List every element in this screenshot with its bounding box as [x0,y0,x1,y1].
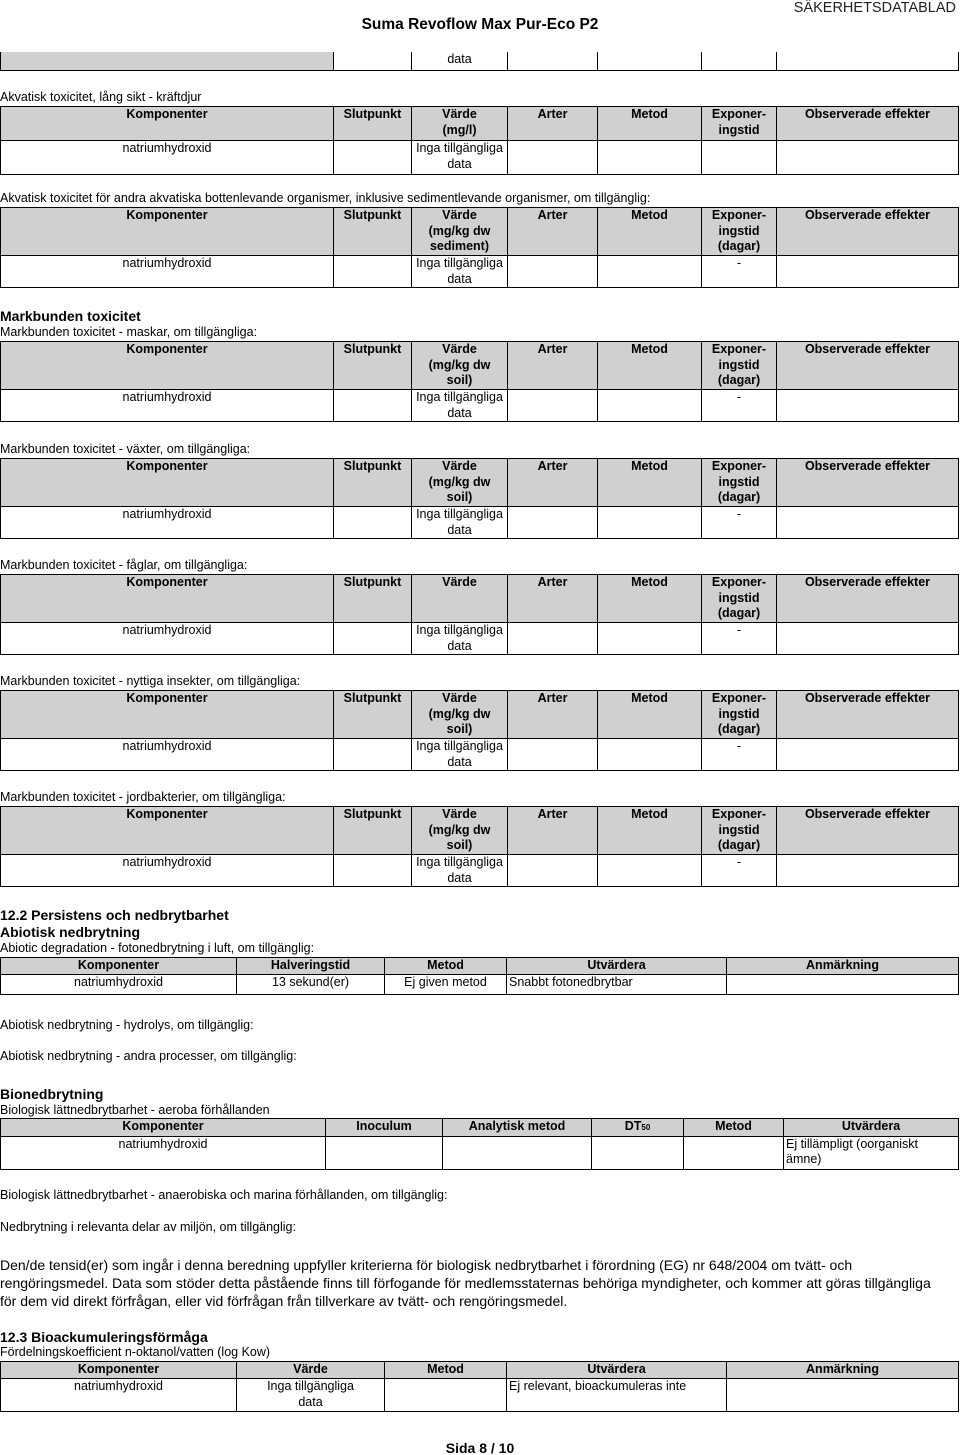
table-kow [0,1361,959,1412]
column-header: Analytisk metod [443,1119,592,1137]
column-header: Observerade effekter [777,459,959,507]
column-header: Metod [385,1362,507,1379]
table-cell [412,623,508,655]
column-header: Metod [598,691,702,739]
cell-text: data [447,405,472,420]
column-header: Komponenter [1,208,334,256]
cell-text: Ej tillämpligt (oorganiskt [786,1136,918,1151]
table-cell: Ej relevant, bioackumuleras inte [507,1379,727,1412]
section-label-miljo: Nedbrytning i relevanta delar av miljön, om tillgänglig: [0,1220,296,1234]
table-bottenlevande [0,207,959,288]
table-row [1,975,959,995]
continued-table-fragment [0,52,959,71]
cell-text: (mg/kg dw [428,223,491,238]
cell-text: (mg/kg dw [428,822,491,837]
column-header: Komponenter [1,1119,326,1137]
table-cell [727,975,959,995]
table-row [1,256,959,288]
table-cell [385,1379,507,1412]
table-cell [412,141,508,175]
cell-text: Inga tillgängliga [416,739,503,753]
cell-text: ingstid [718,357,760,372]
column-header: Värde [237,1362,385,1379]
column-header: Observerade effekter [777,342,959,390]
cell-text: (dagar) [717,490,761,504]
table-row [1,739,959,771]
cell-text: Värde [442,208,477,222]
cell-text: Värde [442,107,477,121]
cell-text: (mg/l) [442,122,477,137]
cell-text: Inga tillgängliga [416,256,503,270]
cell-text: ingstid [718,706,760,721]
cell-text: data [447,156,472,171]
section-label-maskar: Markbunden toxicitet - maskar, om tillgängliga: [0,325,258,339]
table-cell [412,390,508,422]
col-slutpunkt: Slutpunkt [334,107,412,141]
column-header: Observerade effekter [777,691,959,739]
table-cell: Snabbt fotonedbrytbar [507,975,727,995]
section-label-vaxter: Markbunden toxicitet - växter, om tillgängliga: [0,442,251,456]
table-cell: - [702,623,777,655]
table-cell [508,623,598,655]
table-row [1,1379,959,1412]
column-header: Slutpunkt [334,208,412,256]
table-cell [412,855,508,887]
table-cell: natriumhydroxid [1,507,334,539]
cell-text: Inga tillgängliga [416,855,503,869]
table-cell [777,256,959,288]
cell-text: Exponer- [711,208,767,222]
table-cell [334,739,412,771]
cell-text: Exponer- [711,342,767,356]
table-cell [784,1136,959,1169]
column-header [412,459,508,507]
table-kraftdjur [0,106,959,175]
table-cell [237,1379,385,1412]
column-header: Inoculum [326,1119,443,1137]
cell-text: data [447,638,472,653]
table-fotonedbrytning [0,957,959,995]
table-cell [334,623,412,655]
column-header: Slutpunkt [334,691,412,739]
table-cell [598,52,702,70]
cell-text: 50 [641,1123,651,1132]
table-cell [598,141,702,175]
table-cell [598,739,702,771]
col-varde [412,107,508,141]
column-header: Anmärkning [727,1362,959,1379]
section-label-fotonedbrytning: Abiotic degradation - fotonedbrytning i luft, om tillgänglig: [0,941,315,955]
heading-bioackumulering: 12.3 Bioackumuleringsförmåga [0,1329,208,1345]
table-cell [777,855,959,887]
column-header: Komponenter [1,459,334,507]
cell-text: data [447,271,472,286]
column-header: Komponenter [1,342,334,390]
column-header: Utvärdera [507,1362,727,1379]
cell-text: soil) [446,722,473,736]
table-cell [508,141,598,175]
table-cell: - [702,390,777,422]
table-row [1,623,959,655]
table-cell [777,739,959,771]
col-metod: Metod [598,107,702,141]
table-cell [334,52,412,70]
table-cell: natriumhydroxid [1,141,334,175]
table-cell: - [702,256,777,288]
column-header [412,691,508,739]
cell-text: (dagar) [717,373,761,387]
cell-text: soil) [446,373,473,387]
cell-text: (mg/kg dw [428,357,491,372]
column-header: Slutpunkt [334,459,412,507]
table-cell [412,256,508,288]
table-cell [508,256,598,288]
table-cell [412,507,508,539]
table-cell: natriumhydroxid [1,390,334,422]
table-cell: natriumhydroxid [1,256,334,288]
cell-text: ingstid [718,822,760,837]
table-cell [508,739,598,771]
table-cell [334,390,412,422]
column-header: Arter [508,691,598,739]
table-cell [508,52,598,70]
column-header [592,1119,684,1137]
cell-text: ingstid [718,474,760,489]
cell-text: (dagar) [717,838,761,852]
column-header [702,807,777,855]
column-header: Slutpunkt [334,575,412,623]
table-cell [412,739,508,771]
table-cell [727,1379,959,1412]
section-label-hydrolys: Abiotisk nedbrytning - hydrolys, om tillgänglig: [0,1018,254,1032]
table-cell: - [702,855,777,887]
table-cell [777,623,959,655]
cell-text: soil) [446,490,473,504]
table-cell [777,52,959,70]
cell-text: Värde [442,342,477,356]
cell-text: ingstid [718,590,760,605]
table-cell [334,141,412,175]
table-row [1,1136,959,1169]
table-cell: natriumhydroxid [1,855,334,887]
column-header: Observerade effekter [777,807,959,855]
cell-text: Exponer- [711,691,767,705]
table-cell [598,623,702,655]
cell-value: data [412,52,508,70]
column-header: Metod [684,1119,784,1137]
column-header: Metod [598,575,702,623]
table-cell [598,256,702,288]
cell-text: ämne) [786,1152,822,1166]
column-header: Komponenter [1,807,334,855]
section-label-aeroba: Biologisk lättnedbrytbarhet - aeroba förhållanden [0,1103,270,1117]
cell-text: soil) [446,838,473,852]
column-header: Värde [412,575,508,623]
table-cell [1,52,334,70]
column-header: Observerade effekter [777,208,959,256]
table-cell: - [702,507,777,539]
column-header [412,342,508,390]
cell-text: data [447,522,472,537]
section-label-kow: Fördelningskoefficient n-oktanol/vatten (log Kow) [0,1345,271,1359]
column-header: Slutpunkt [334,342,412,390]
product-title: Suma Revoflow Max Pur-Eco P2 [361,16,599,33]
heading-abiotisk: Abiotisk nedbrytning [0,924,140,940]
cell-text: data [447,870,472,885]
column-header: Arter [508,459,598,507]
document-type: SÄKERHETSDATABLAD [793,0,956,16]
column-header [702,575,777,623]
table-cell: natriumhydroxid [1,739,334,771]
column-header: Metod [598,342,702,390]
table-row [1,390,959,422]
cell-text: data [447,754,472,769]
table-cell [443,1136,592,1169]
section-label-bottenlevande: Akvatisk toxicitet för andra akvatiska bottenlevande organismer, inklusive sedimentlevande organismer, om tillgänglig: [0,191,651,205]
cell-text: Inga tillgängliga [416,390,503,404]
cell-text: Inga tillgängliga [416,141,503,155]
section-label-anaeroba: Biologisk lättnedbrytbarhet - anaerobiska och marina förhållanden, om tillgänglig: [0,1188,448,1202]
cell-text: Inga tillgängliga [416,507,503,521]
table-cell [702,141,777,175]
table-jordbakterier [0,806,959,887]
table-cell [508,507,598,539]
section-label-jordbakterier: Markbunden toxicitet - jordbakterier, om tillgängliga: [0,790,286,804]
table-cell: 13 sekund(er) [237,975,385,995]
cell-text: Exponer- [711,575,767,589]
table-cell [508,390,598,422]
section-label-faglar: Markbunden toxicitet - fåglar, om tillgängliga: [0,558,248,572]
table-row [1,855,959,887]
table-cell [702,52,777,70]
table-maskar [0,341,959,422]
column-header: Slutpunkt [334,807,412,855]
surfactant-paragraph: Den/de tensid(er) som ingår i denna beredning uppfyller kriterierna för biologisk nedbrytbarhet i förordning (EG) nr 648/2004 om tvätt- och rengöringsmedel. Data som stöder detta påstående finns till förfogande för medlemsstaternas behöriga myndigheter, och kommer att göras tillgängliga för dem vid direkt förfrågan, eller vid förfrågan från tillverkare av tvätt- och rengöringsmedel. [0,1257,931,1309]
heading-persistens: 12.2 Persistens och nedbrytbarhet [0,907,229,923]
table-cell [334,507,412,539]
heading-bionedbrytning: Bionedbrytning [0,1086,104,1102]
column-header: Arter [508,807,598,855]
table-cell [508,855,598,887]
table-cell: natriumhydroxid [1,1136,326,1169]
column-header [702,342,777,390]
table-cell [334,256,412,288]
column-header: Metod [598,459,702,507]
cell-text: Värde [442,459,477,473]
cell-text: (dagar) [717,239,761,253]
table-cell [777,390,959,422]
col-komponenter: Komponenter [1,107,334,141]
col-arter: Arter [508,107,598,141]
cell-text: (mg/kg dw [428,474,491,489]
cell-text: Exponer- [711,107,767,121]
column-header: Arter [508,575,598,623]
cell-text: Inga tillgängliga [267,1379,354,1393]
table-cell: - [702,739,777,771]
section-label-insekter: Markbunden toxicitet - nyttiga insekter, om tillgängliga: [0,674,301,688]
table-row [1,507,959,539]
cell-text: (dagar) [717,606,761,620]
column-header: Arter [508,342,598,390]
table-cell: natriumhydroxid [1,975,237,995]
cell-text: (dagar) [717,722,761,736]
cell-text: Värde [442,691,477,705]
cell-text: Inga tillgängliga [416,623,503,637]
table-cell: natriumhydroxid [1,623,334,655]
column-header: Utvärdera [507,958,727,975]
column-header [412,208,508,256]
cell-text: sediment) [429,239,490,253]
table-cell [684,1136,784,1169]
column-header: Arter [508,208,598,256]
table-cell [598,507,702,539]
column-header [702,208,777,256]
column-header: Metod [598,807,702,855]
table-cell [592,1136,684,1169]
cell-text: DT [624,1119,642,1133]
table-cell [334,855,412,887]
table-cell [598,855,702,887]
table-cell [326,1136,443,1169]
table-cell [598,390,702,422]
table-cell [777,507,959,539]
table-cell: natriumhydroxid [1,1379,237,1412]
col-observerade: Observerade effekter [777,107,959,141]
cell-text: ingstid [718,223,760,238]
cell-text: (mg/kg dw [428,706,491,721]
heading-markbunden: Markbunden toxicitet [0,308,141,324]
table-vaxter [0,458,959,539]
page-number: Sida 8 / 10 [445,1440,515,1455]
table-cell [777,141,959,175]
cell-text: ingstid [718,122,760,137]
table-cell: Ej given metod [385,975,507,995]
cell-text: Exponer- [711,807,767,821]
table-aeroba [0,1118,959,1170]
column-header [412,807,508,855]
cell-text: data [298,1394,323,1409]
column-header: Komponenter [1,958,237,975]
section-label-kraftdjur: Akvatisk toxicitet, lång sikt - kräftdjur [0,90,202,104]
table-faglar [0,574,959,655]
column-header: Komponenter [1,575,334,623]
column-header: Halveringstid [237,958,385,975]
column-header: Metod [385,958,507,975]
column-header [702,459,777,507]
section-label-andra: Abiotisk nedbrytning - andra processer, om tillgänglig: [0,1049,297,1063]
table-insekter [0,690,959,771]
column-header: Utvärdera [784,1119,959,1137]
table-row [1,141,959,175]
cell-text: Värde [442,807,477,821]
column-header: Observerade effekter [777,575,959,623]
column-header [702,691,777,739]
column-header: Metod [598,208,702,256]
cell-text: Exponer- [711,459,767,473]
column-header: Komponenter [1,1362,237,1379]
column-header: Anmärkning [727,958,959,975]
column-header: Komponenter [1,691,334,739]
col-exponeringstid [702,107,777,141]
